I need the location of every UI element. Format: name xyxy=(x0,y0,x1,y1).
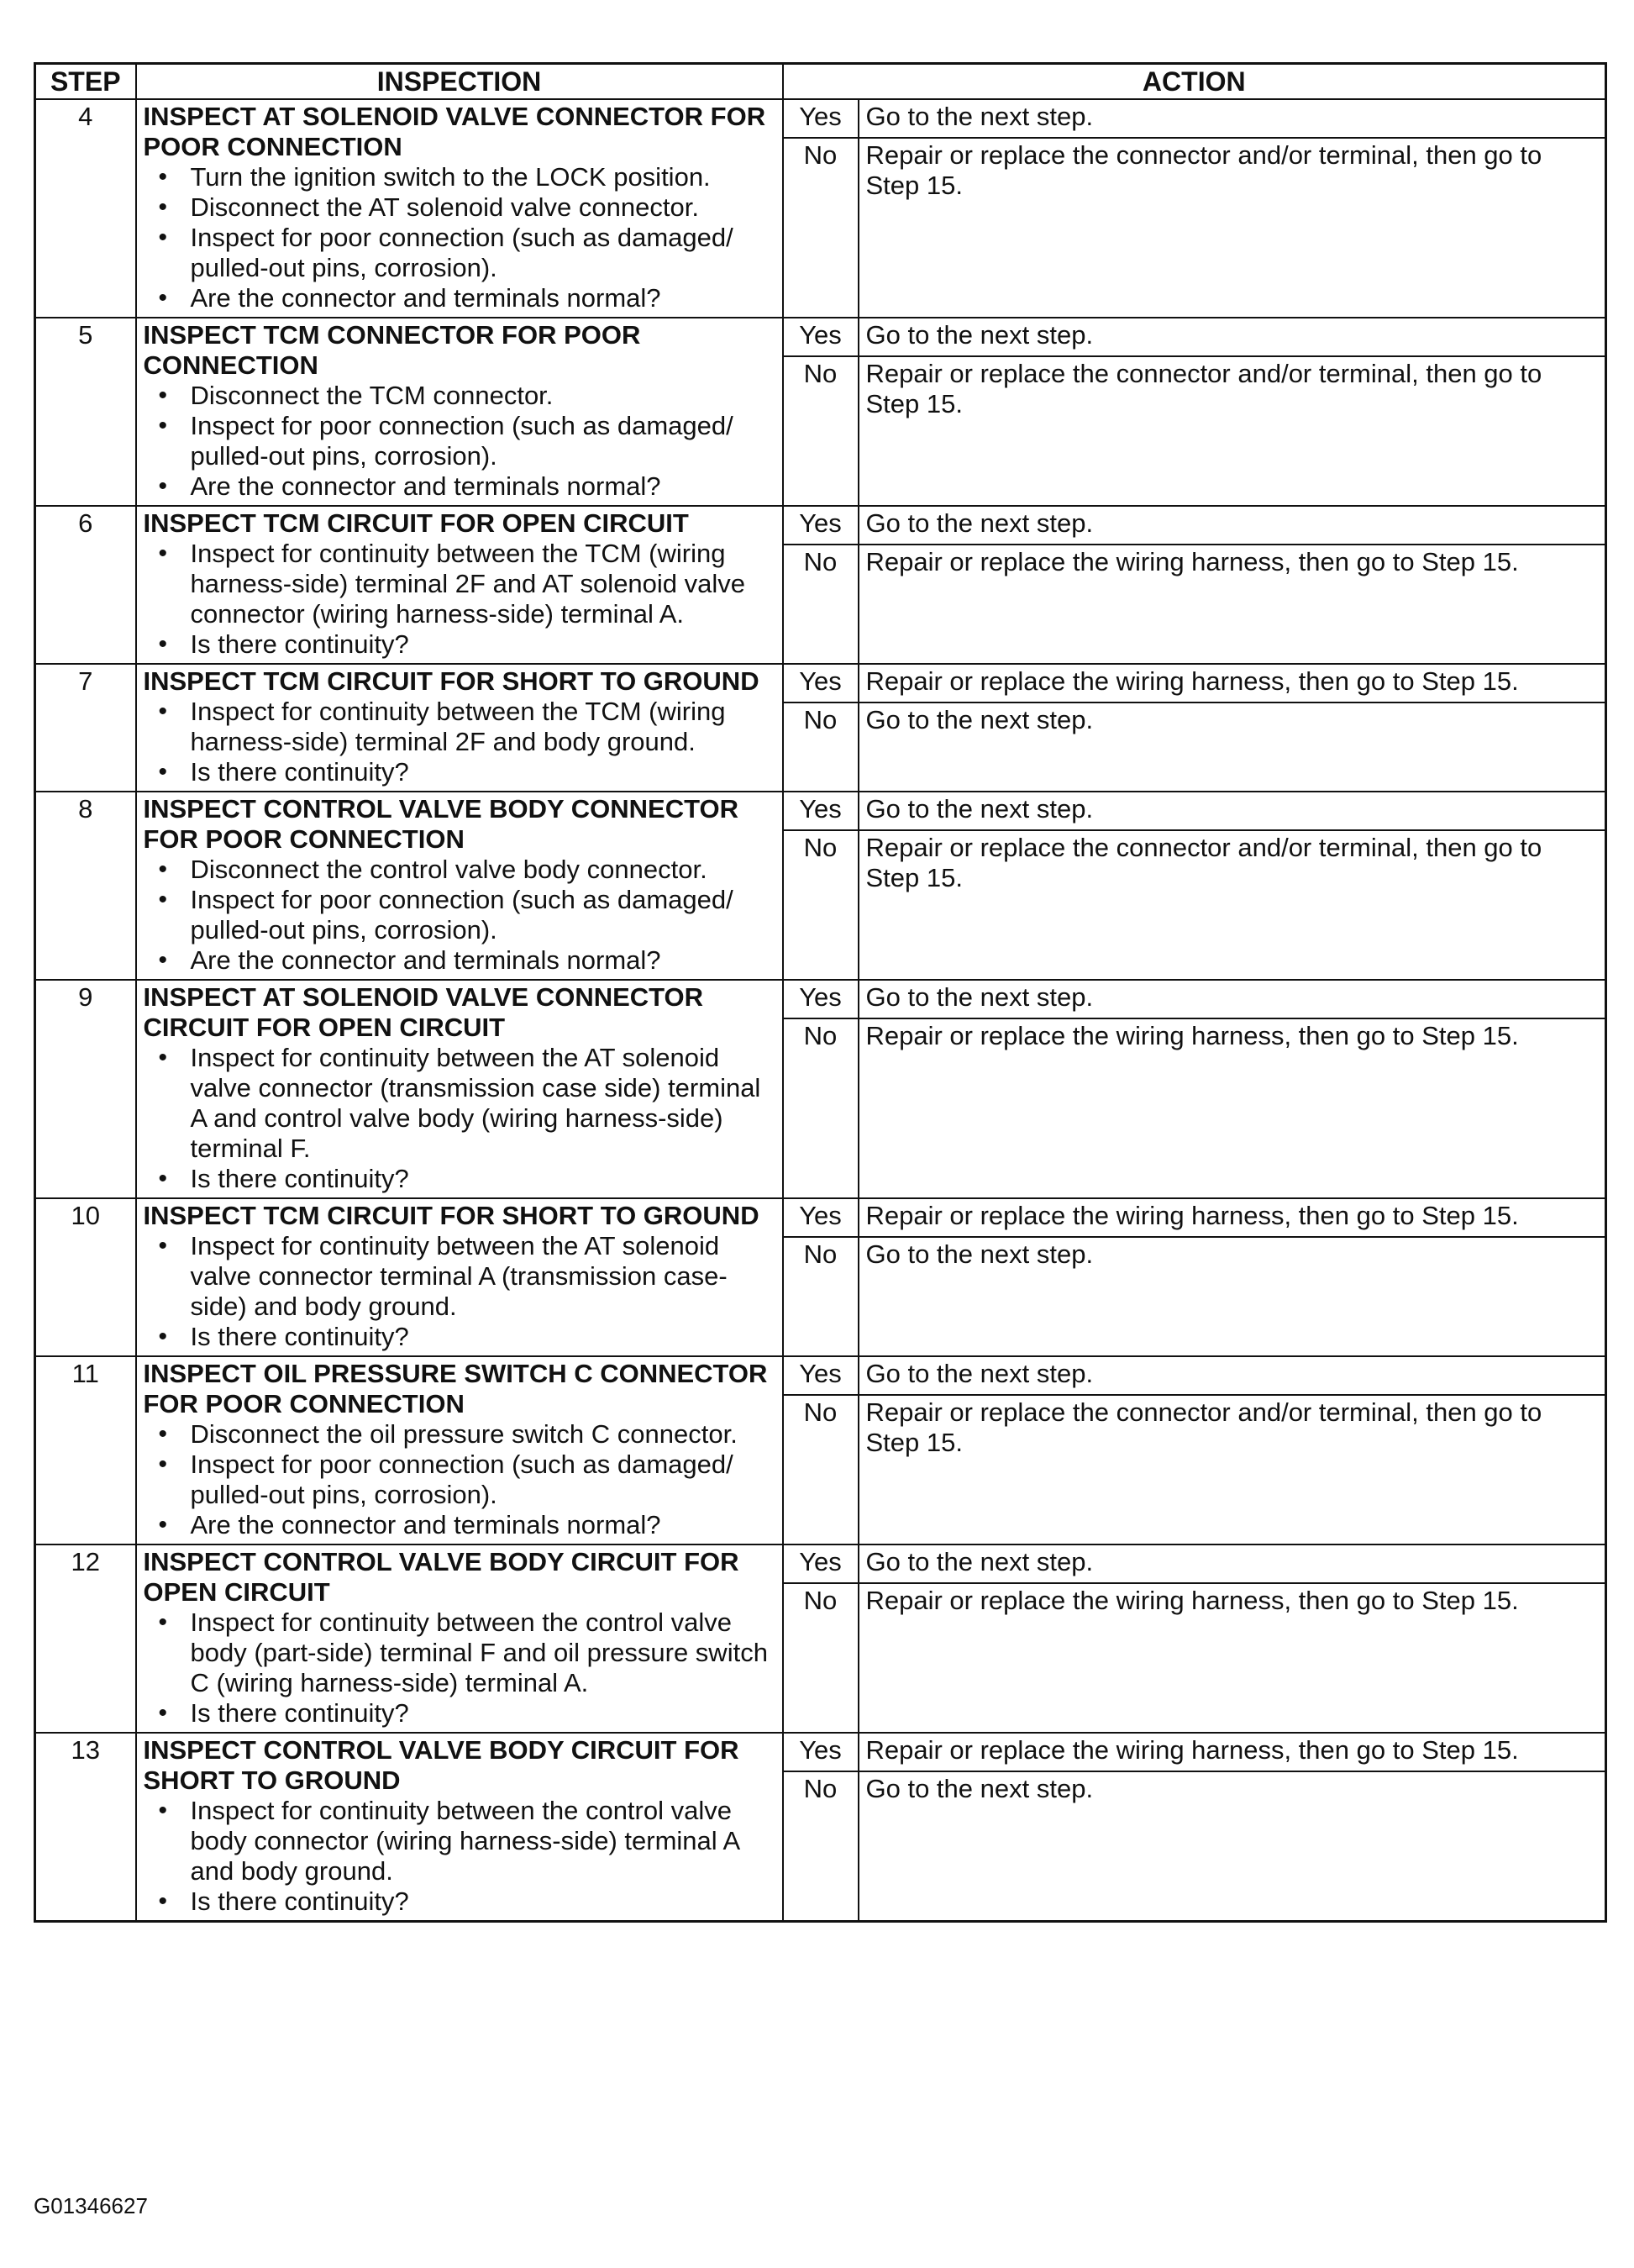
step-number: 9 xyxy=(35,980,136,1198)
table-row xyxy=(35,664,1606,703)
inspection-cell xyxy=(136,664,783,792)
inspection-title: INSPECT AT SOLENOID VALVE CONNECTOR FOR POOR CONNECTION xyxy=(143,102,766,161)
inspection-bullet-list xyxy=(144,539,775,660)
inspection-bullet: • Is there continuity? xyxy=(147,1698,775,1729)
step-number: 10 xyxy=(35,1198,136,1356)
step-number: 4 xyxy=(35,99,136,318)
inspection-cell xyxy=(136,506,783,664)
table-row xyxy=(35,1356,1606,1395)
yes-label: Yes xyxy=(783,664,859,703)
inspection-title: INSPECT CONTROL VALVE BODY CIRCUIT FOR SHORT TO GROUND xyxy=(143,1735,739,1795)
inspection-bullet: • Inspect for poor connection (such as damaged/ pulled-out pins, corrosion). xyxy=(147,885,775,945)
step-number: 8 xyxy=(35,792,136,980)
no-action: Repair or replace the wiring harness, then go to Step 15. xyxy=(859,1018,1606,1198)
inspection-title: INSPECT TCM CIRCUIT FOR SHORT TO GROUND xyxy=(143,666,759,696)
inspection-title: INSPECT CONTROL VALVE BODY CIRCUIT FOR OPEN CIRCUIT xyxy=(143,1547,739,1607)
inspection-title: INSPECT AT SOLENOID VALVE CONNECTOR CIRCUIT FOR OPEN CIRCUIT xyxy=(143,982,704,1042)
no-label: No xyxy=(783,1395,859,1544)
inspection-bullet: • Are the connector and terminals normal? xyxy=(147,471,775,502)
yes-action: Go to the next step. xyxy=(859,980,1606,1018)
diagnostic-procedure-sheet xyxy=(34,62,1605,1923)
inspection-bullet: • Turn the ignition switch to the LOCK position. xyxy=(147,162,775,192)
no-action: Repair or replace the connector and/or terminal, then go to Step 15. xyxy=(859,356,1606,506)
inspection-bullet: • Are the connector and terminals normal? xyxy=(147,945,775,976)
header-inspection: INSPECTION xyxy=(136,64,783,100)
inspection-bullet: • Inspect for continuity between the control valve body connector (wiring harness-side) terminal A and body ground. xyxy=(147,1796,775,1886)
no-action: Go to the next step. xyxy=(859,1771,1606,1922)
table-row xyxy=(35,99,1606,138)
inspection-bullet: • Inspect for continuity between the AT solenoid valve connector terminal A (transmission case-side) and body ground. xyxy=(147,1231,775,1322)
yes-action: Go to the next step. xyxy=(859,318,1606,356)
table-row xyxy=(35,506,1606,545)
yes-label: Yes xyxy=(783,1733,859,1771)
no-label: No xyxy=(783,1771,859,1922)
no-action: Repair or replace the connector and/or terminal, then go to Step 15. xyxy=(859,830,1606,980)
inspection-bullet-list xyxy=(144,1231,775,1352)
inspection-bullet-list xyxy=(144,855,775,976)
no-label: No xyxy=(783,1237,859,1356)
inspection-title: INSPECT TCM CIRCUIT FOR SHORT TO GROUND xyxy=(143,1201,759,1230)
yes-action: Go to the next step. xyxy=(859,99,1606,138)
inspection-bullet-list xyxy=(144,697,775,787)
inspection-cell xyxy=(136,318,783,506)
yes-label: Yes xyxy=(783,1356,859,1395)
inspection-bullet-list xyxy=(144,1043,775,1194)
no-label: No xyxy=(783,1018,859,1198)
inspection-bullet: • Inspect for continuity between the AT solenoid valve connector (transmission case side) terminal A and control valve body (wiring harness-side) terminal F. xyxy=(147,1043,775,1164)
yes-label: Yes xyxy=(783,506,859,545)
inspection-title: INSPECT TCM CONNECTOR FOR POOR CONNECTION xyxy=(143,320,641,380)
yes-label: Yes xyxy=(783,1198,859,1237)
inspection-bullet-list xyxy=(144,1608,775,1729)
inspection-bullet: • Is there continuity? xyxy=(147,757,775,787)
step-number: 11 xyxy=(35,1356,136,1544)
no-action: Repair or replace the connector and/or terminal, then go to Step 15. xyxy=(859,138,1606,318)
table-row xyxy=(35,1733,1606,1771)
inspection-title: INSPECT OIL PRESSURE SWITCH C CONNECTOR FOR POOR CONNECTION xyxy=(143,1359,768,1418)
inspection-bullet: • Are the connector and terminals normal? xyxy=(147,283,775,313)
inspection-title: INSPECT CONTROL VALVE BODY CONNECTOR FOR POOR CONNECTION xyxy=(143,794,738,854)
no-label: No xyxy=(783,1583,859,1733)
no-action: Go to the next step. xyxy=(859,1237,1606,1356)
no-action: Repair or replace the connector and/or terminal, then go to Step 15. xyxy=(859,1395,1606,1544)
inspection-bullet: • Is there continuity? xyxy=(147,1164,775,1194)
inspection-bullet: • Are the connector and terminals normal? xyxy=(147,1510,775,1540)
inspection-cell xyxy=(136,980,783,1198)
inspection-bullet: • Is there continuity? xyxy=(147,1322,775,1352)
inspection-bullet: • Inspect for continuity between the control valve body (part-side) terminal F and oil pressure switch C (wiring harness-side) terminal A. xyxy=(147,1608,775,1698)
no-label: No xyxy=(783,356,859,506)
header-step: STEP xyxy=(35,64,136,100)
yes-label: Yes xyxy=(783,318,859,356)
yes-label: Yes xyxy=(783,980,859,1018)
table-row xyxy=(35,1198,1606,1237)
yes-action: Go to the next step. xyxy=(859,1544,1606,1583)
inspection-bullet: • Inspect for continuity between the TCM (wiring harness-side) terminal 2F and body ground. xyxy=(147,697,775,757)
no-label: No xyxy=(783,138,859,318)
yes-action: Go to the next step. xyxy=(859,1356,1606,1395)
table-row xyxy=(35,980,1606,1018)
no-label: No xyxy=(783,545,859,664)
inspection-bullet: • Disconnect the AT solenoid valve connector. xyxy=(147,192,775,223)
table-row xyxy=(35,1544,1606,1583)
yes-action: Repair or replace the wiring harness, then go to Step 15. xyxy=(859,1733,1606,1771)
inspection-bullet: • Inspect for poor connection (such as damaged/ pulled-out pins, corrosion). xyxy=(147,223,775,283)
inspection-bullet: • Is there continuity? xyxy=(147,1886,775,1917)
yes-label: Yes xyxy=(783,99,859,138)
yes-action: Go to the next step. xyxy=(859,792,1606,830)
header-action: ACTION xyxy=(783,64,1606,100)
inspection-bullet: • Inspect for continuity between the TCM (wiring harness-side) terminal 2F and AT solenoid valve connector (wiring harness-side) terminal A. xyxy=(147,539,775,629)
step-number: 7 xyxy=(35,664,136,792)
figure-id: G01346627 xyxy=(34,2193,148,2218)
yes-action: Repair or replace the wiring harness, then go to Step 15. xyxy=(859,1198,1606,1237)
inspection-bullet: • Disconnect the oil pressure switch C connector. xyxy=(147,1419,775,1450)
inspection-cell xyxy=(136,792,783,980)
diagnostic-table xyxy=(34,62,1607,1923)
table-row xyxy=(35,792,1606,830)
inspection-bullet-list xyxy=(144,1419,775,1540)
no-action: Go to the next step. xyxy=(859,703,1606,792)
step-number: 5 xyxy=(35,318,136,506)
inspection-cell xyxy=(136,99,783,318)
inspection-bullet-list xyxy=(144,1796,775,1917)
yes-action: Go to the next step. xyxy=(859,506,1606,545)
table-row xyxy=(35,318,1606,356)
no-label: No xyxy=(783,703,859,792)
inspection-title: INSPECT TCM CIRCUIT FOR OPEN CIRCUIT xyxy=(143,508,689,538)
inspection-cell xyxy=(136,1356,783,1544)
table-header-row xyxy=(35,64,1606,100)
inspection-bullet-list xyxy=(144,162,775,313)
yes-action: Repair or replace the wiring harness, then go to Step 15. xyxy=(859,664,1606,703)
table-body xyxy=(35,99,1606,1922)
inspection-cell xyxy=(136,1198,783,1356)
inspection-cell xyxy=(136,1544,783,1733)
inspection-bullet: • Is there continuity? xyxy=(147,629,775,660)
inspection-bullet: • Inspect for poor connection (such as damaged/ pulled-out pins, corrosion). xyxy=(147,1450,775,1510)
inspection-bullet: • Disconnect the control valve body connector. xyxy=(147,855,775,885)
no-action: Repair or replace the wiring harness, then go to Step 15. xyxy=(859,1583,1606,1733)
inspection-bullet: • Inspect for poor connection (such as damaged/ pulled-out pins, corrosion). xyxy=(147,411,775,471)
inspection-bullet-list xyxy=(144,381,775,502)
inspection-cell xyxy=(136,1733,783,1922)
no-label: No xyxy=(783,830,859,980)
yes-label: Yes xyxy=(783,792,859,830)
no-action: Repair or replace the wiring harness, then go to Step 15. xyxy=(859,545,1606,664)
step-number: 13 xyxy=(35,1733,136,1922)
yes-label: Yes xyxy=(783,1544,859,1583)
inspection-bullet: • Disconnect the TCM connector. xyxy=(147,381,775,411)
step-number: 6 xyxy=(35,506,136,664)
step-number: 12 xyxy=(35,1544,136,1733)
